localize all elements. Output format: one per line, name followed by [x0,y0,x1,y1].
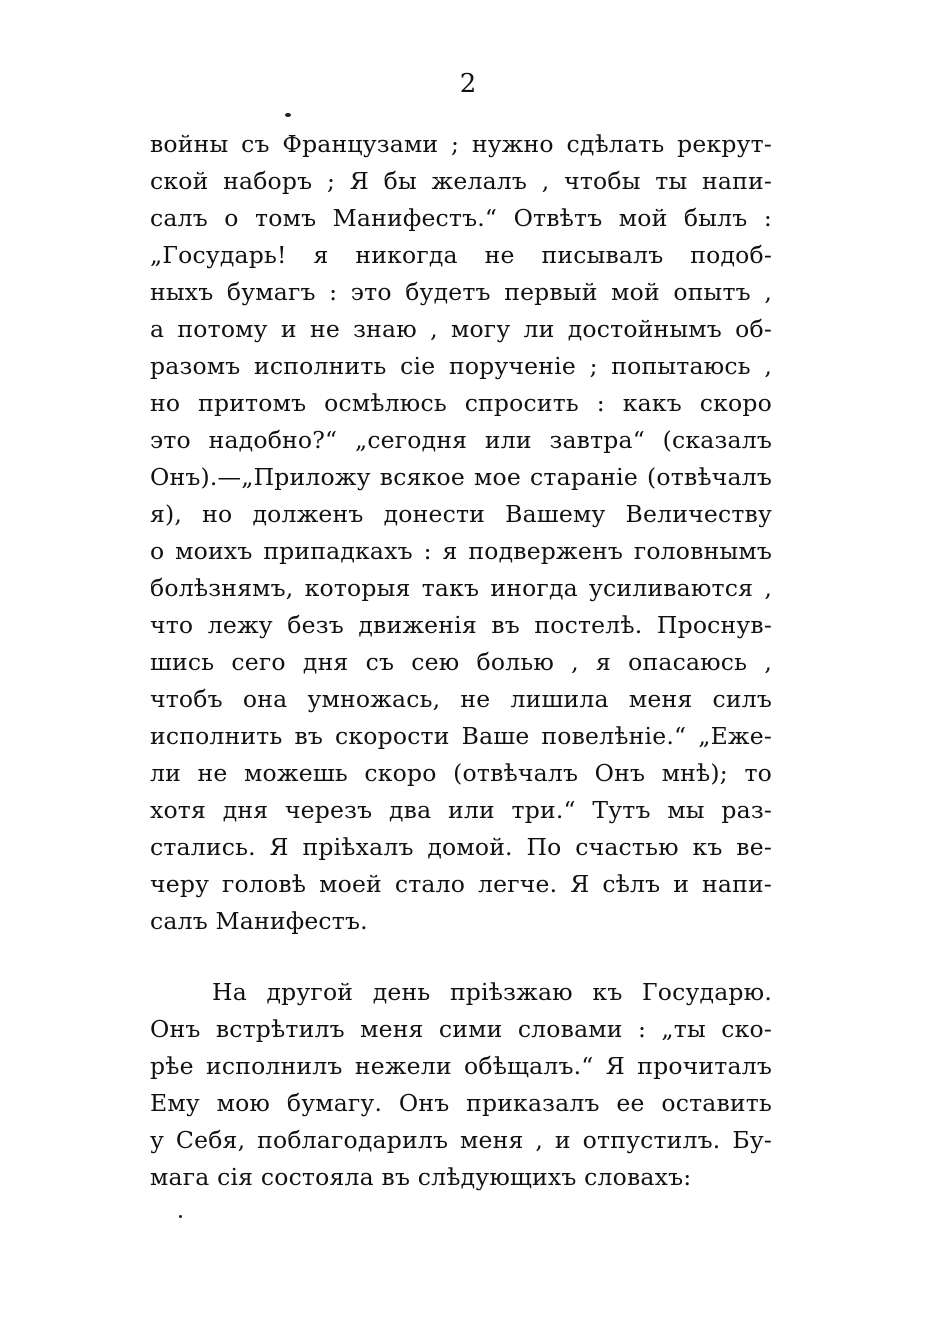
page-number: 2 [459,69,477,99]
text-line: исполнить въ скорости Ваше повелѣніе.“ „Еже- [150,722,772,750]
text-line: о моихъ припадкахъ : я подверженъ головнымъ [150,537,772,565]
text-line: чтобъ она умножась, не лишила меня силъ [150,685,772,713]
text-line: На другой день пріѣзжаю къ Государю. [212,978,772,1006]
text-line: я), но долженъ донести Вашему Величеству [150,500,772,528]
text-line: болѣзнямъ, которыя такъ иногда усиливаются , [150,574,772,602]
text-line: мага сія состояла въ слѣдующихъ словахъ: [150,1163,692,1191]
text-line: ныхъ бумагъ : это будетъ первый мой опытъ , [150,278,772,306]
text-line: салъ Манифестъ. [150,907,368,935]
text-line: черу головѣ моей стало легче. Я сѣлъ и напи- [150,870,772,898]
text-line: „Государь! я никогда не писывалъ подоб- [150,241,772,269]
ink-speck [285,113,291,117]
text-line: ской наборъ ; Я бы желалъ , чтобы ты напи- [150,167,772,195]
text-line: шись сего дня съ сею болью , я опасаюсь , [150,648,772,676]
paragraph-2 [150,974,772,1196]
text-line: Онъ встрѣтилъ меня сими словами : „ты ско- [150,1015,772,1043]
text-line: но притомъ осмѣлюсь спросить : какъ скоро [150,389,772,417]
text-line: салъ о томъ Манифестъ.“ Отвѣтъ мой былъ : [150,204,772,232]
text-line: рѣе исполнилъ нежели обѣщалъ.“ Я прочиталъ [150,1052,772,1080]
text-line: Ему мою бумагу. Онъ приказалъ ее оставить [150,1089,772,1117]
paragraph-1 [150,126,772,940]
text-line: Онъ).—„Приложу всякое мое стараніе (отвѣчалъ [150,463,772,491]
text-line: войны съ Французами ; нужно сдѣлать рекрут- [150,130,772,158]
ink-speck [179,1215,182,1218]
text-line: разомъ исполнить сіе порученіе ; попытаюсь , [150,352,772,380]
text-line: а потому и не знаю , могу ли достойнымъ об- [150,315,772,343]
text-line: это надобно?“ „сегодня или завтра“ (сказалъ [150,426,772,454]
text-line: у Себя, поблагодарилъ меня , и отпустилъ. Бу- [150,1126,772,1154]
text-line: что лежу безъ движенія въ постелѣ. Проснув- [150,611,772,639]
text-line: хотя дня черезъ два или три.“ Тутъ мы раз- [150,796,772,824]
text-line: стались. Я пріѣхалъ домой. По счастью къ ве- [150,833,772,861]
text-line: ли не можешь скоро (отвѣчалъ Онъ мнѣ); то [150,759,772,787]
